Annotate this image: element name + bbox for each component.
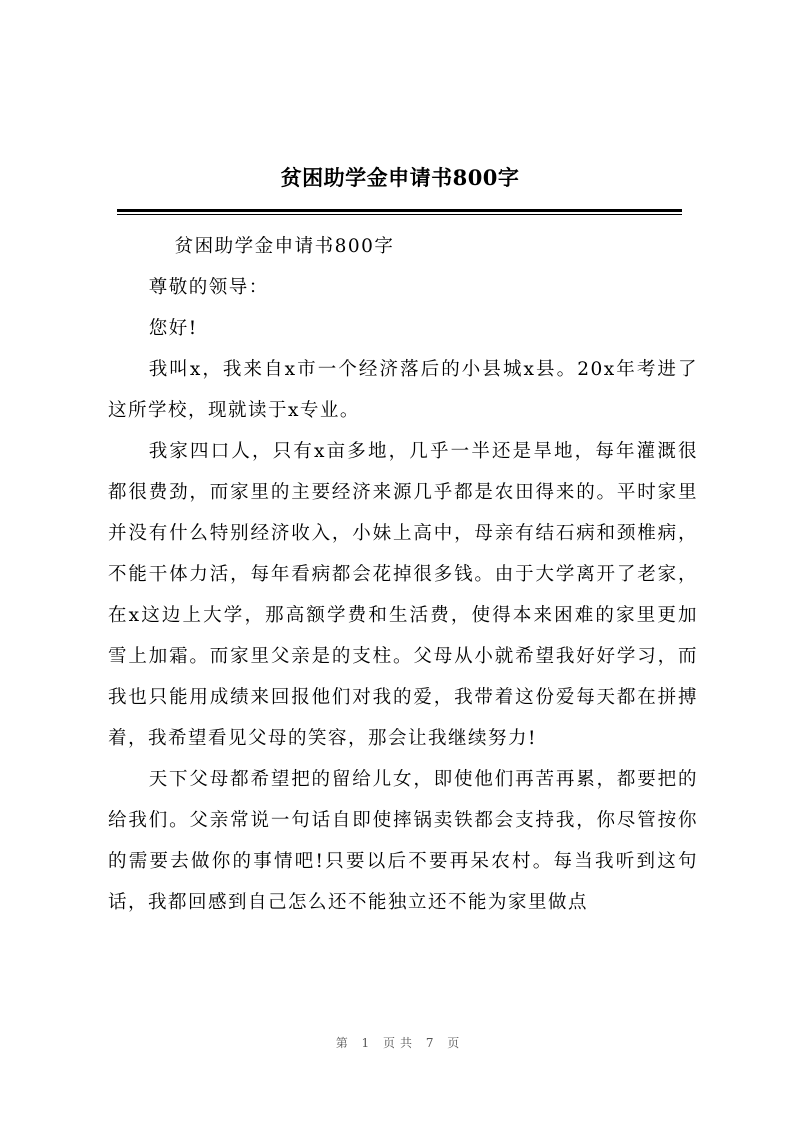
title-rule xyxy=(117,209,682,212)
paragraph-intro: 我叫x，我来自x市一个经济落后的小县城x县。20x年考进了这所学校，现就读于x专业。 xyxy=(108,359,698,421)
paragraph-family: 我家四口人，只有x亩多地，几乎一半还是旱地，每年灌溉很都很费劲，而家里的主要经济来源几乎都是农田得来的。平时家里并没有什么特别经济收入，小妹上高中，母亲有结石病和颈椎病，不能干体力活，每年看病都会花掉很多钱。由于大学离开了老家，在x这边上大学，那高额学费和生活费，使得本来困难的家里更加雪上加霜。而家里父亲是的支柱。父母从小就希望我好好学习，而我也只能用成绩来回报他们对我的爱，我带着这份爱每天都在拼搏着，我希望看见父母的笑容，那会让我继续努力! xyxy=(108,441,698,749)
paragraph-greeting: 您好! xyxy=(148,318,198,339)
paragraph-parents: 天下父母都希望把的留给儿女，即使他们再苦再累，都要把的给我们。父亲常说一句话自即使摔锅卖铁都会支持我，你尽管按你的需要去做你的事情吧!只要以后不要再呆农村。每当我听到这句话，我都回感到自己怎么还不能独立还不能为家里做点 xyxy=(108,769,698,913)
document-title: 贫困助学金申请书800字 xyxy=(280,165,520,190)
document-body xyxy=(108,226,698,923)
paragraph-salutation: 尊敬的领导： xyxy=(148,277,269,298)
page-footer: 第 1 页共 7 页 xyxy=(335,1036,465,1050)
paragraph-heading: 贫困助学金申请书800字 xyxy=(174,236,395,257)
title-rule-thin xyxy=(117,214,682,215)
